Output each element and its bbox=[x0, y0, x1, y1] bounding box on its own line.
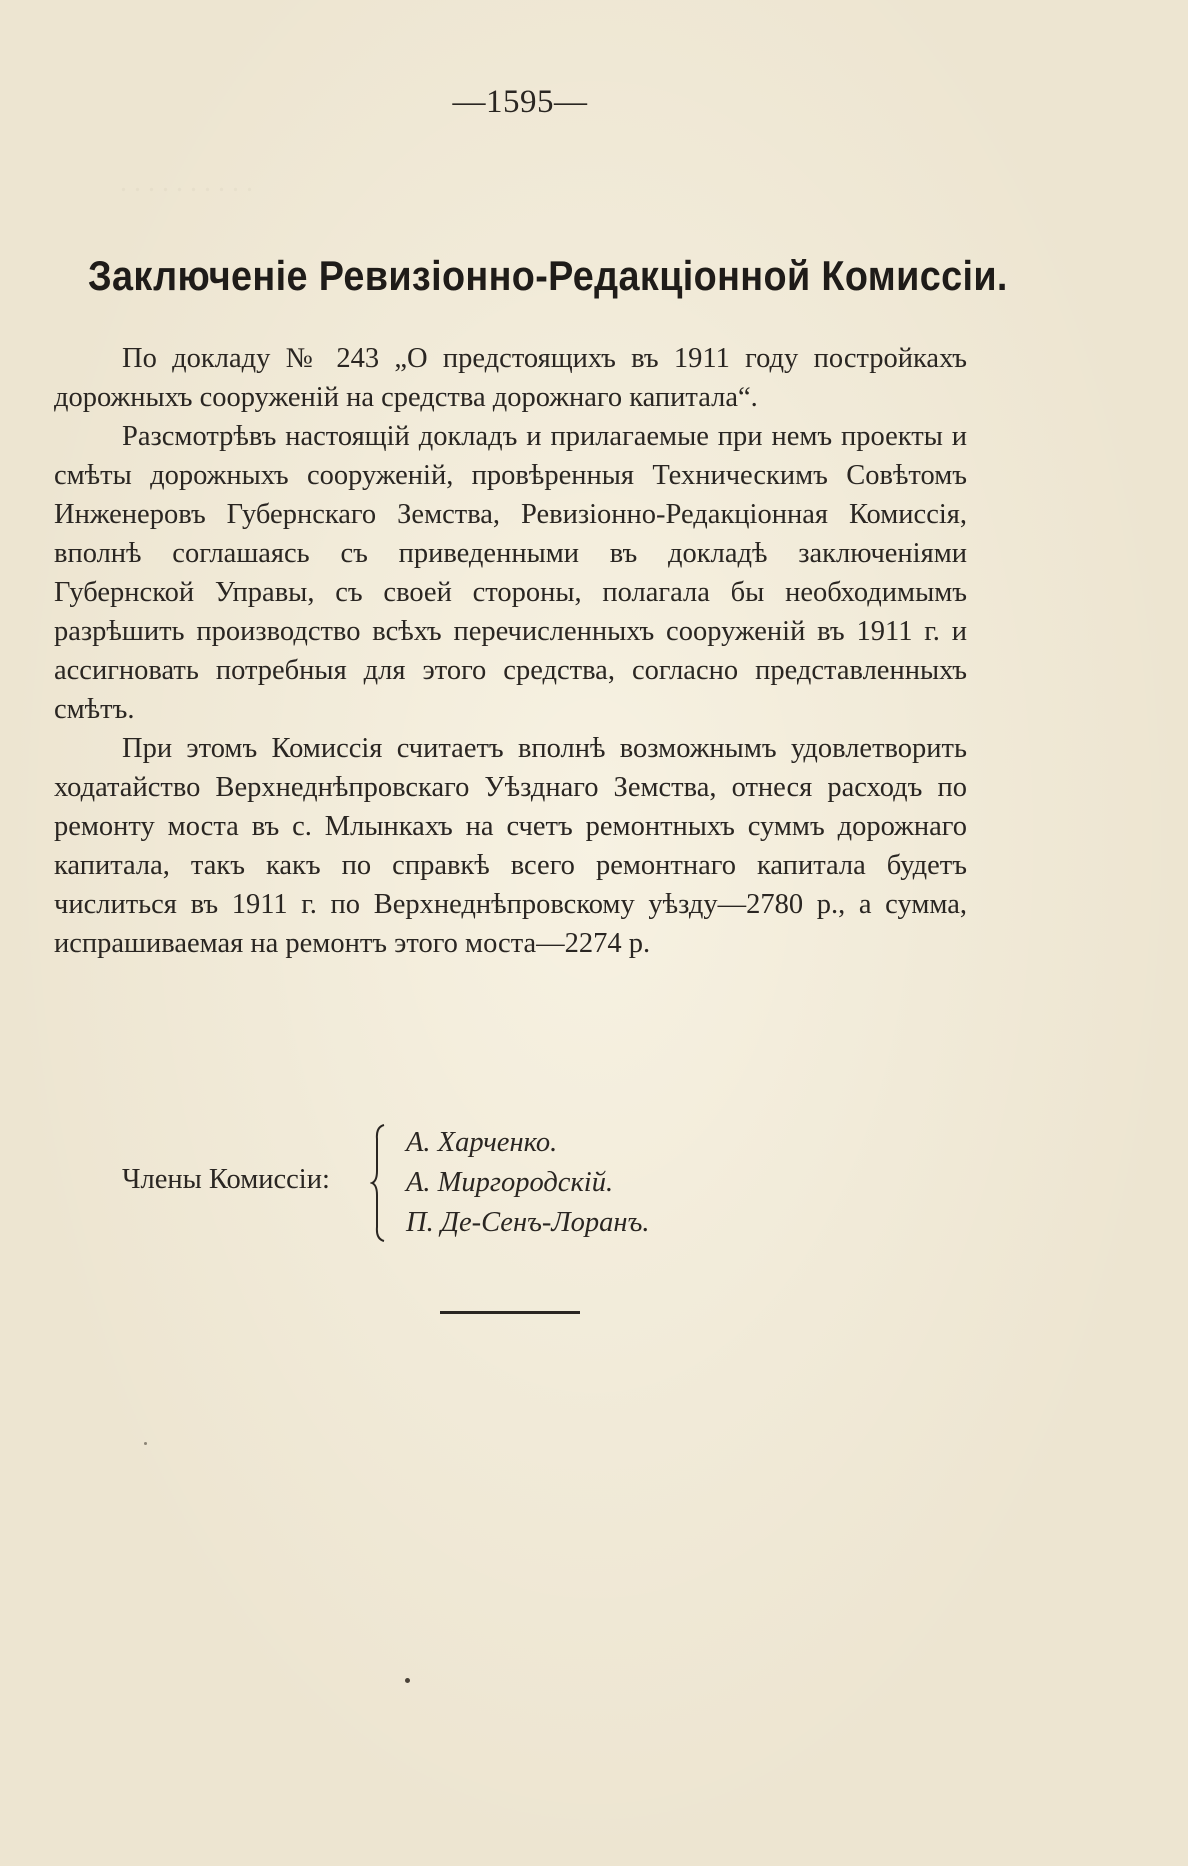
closing-rule bbox=[440, 1311, 580, 1314]
paragraph-report-reference: По докладу № 243 „О предстоящихъ въ 1911 году постройкахъ дорожныхъ сооруженій на средства дорожнаго капитала“. bbox=[54, 343, 967, 413]
page-number: —1595— bbox=[452, 84, 588, 120]
paper-speck bbox=[144, 1442, 147, 1445]
bleed-through-text: . . . . . . . . . . bbox=[120, 181, 253, 212]
member-name: П. Де-Сенъ-Лоранъ. bbox=[406, 1207, 650, 1238]
document-title: Заключеніе Ревизіонно-Редакціонной Комиссіи. bbox=[88, 252, 1008, 299]
paragraph-bridge-repair: При этомъ Комиссія считаетъ вполнѣ возможнымъ удовлетворить ходатайство Верхнеднѣпровскаго Уѣзднаго Земства, отнеся расходъ по ремонту моста въ с. Млынкахъ на счетъ ремонтныхъ суммъ дорожнаго капитала, такъ какъ по справкѣ всего ремонтнаго капитала будетъ числиться въ 1911 г. по Верхнеднѣпровскому уѣзду—2780 р., а сумма, испрашиваемая на ремонтъ этого моста—2274 р. bbox=[54, 733, 967, 959]
paper-speck bbox=[405, 1678, 410, 1683]
members-names bbox=[406, 1123, 650, 1243]
member-name: А. Харченко. bbox=[406, 1127, 558, 1158]
commission-members-block bbox=[122, 1123, 722, 1243]
curly-brace-icon bbox=[370, 1123, 390, 1243]
member-name: А. Миргородскій. bbox=[406, 1167, 614, 1198]
paragraph-commission-opinion: Разсмотрѣвъ настоящій докладъ и прилагаемые при немъ проекты и смѣты дорожныхъ сооруженій, провѣренныя Техническимъ Совѣтомъ Инженеровъ Губернскаго Земства, Ревизіонно-Редакціонная Комиссія, вполнѣ соглашаясь съ приведенными въ докладѣ заключеніями Губернской Управы, съ своей стороны, полагала бы необходимымъ разрѣшить производство всѣхъ перечисленныхъ сооруженій въ 1911 г. и ассигновать потребныя для этого средства, согласно представленныхъ смѣтъ. bbox=[54, 421, 967, 725]
document-body bbox=[54, 339, 967, 963]
members-label: Члены Комиссіи: bbox=[122, 1164, 330, 1195]
